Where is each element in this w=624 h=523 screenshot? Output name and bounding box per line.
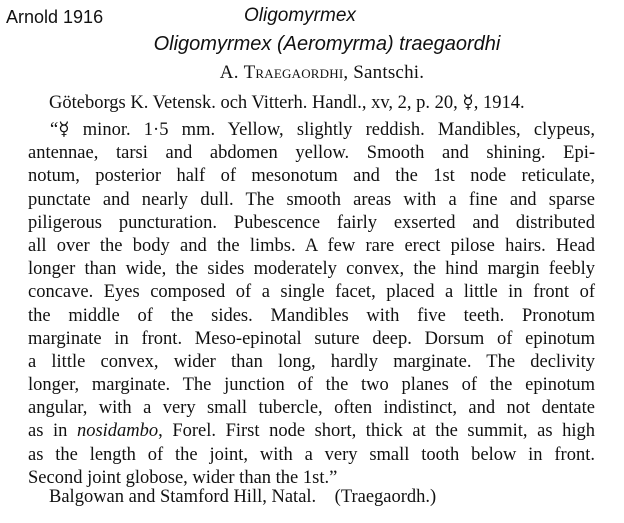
author-year-label: Arnold 1916: [6, 7, 104, 27]
description-line: angular, with a very small tubercle, often indistinct, and not dentate: [28, 398, 595, 419]
heading-prefix: A.: [219, 62, 244, 83]
description-line: a little convex, wider than long, hardly marginate. The declivity: [28, 351, 595, 372]
description-line: antennae, tarsi and abdomen yellow. Smooth and shining. Epi-: [28, 143, 595, 164]
description-line: concave. Eyes composed of a single facet, placed a little in front of: [28, 282, 595, 303]
line-part: as in: [28, 421, 77, 442]
citation-line: Göteborgs K. Vetensk. och Vitterh. Handl., xv, 2, p. 20, ☿, 1914.: [49, 93, 525, 113]
heading-name: Traegaordhi: [243, 62, 344, 83]
genus-title: Oligomyrmex: [244, 5, 356, 26]
description-line: longer than wide, the sides moderately convex, the hind margin feebly: [28, 259, 595, 280]
description-line: marginate in front. Meso-epinotal suture deep. Dorsum of epinotum: [28, 328, 595, 349]
description-line: the middle of the sides. Mandibles with five teeth. Pronotum: [28, 305, 595, 326]
line-part: , Forel. First node short, thick at the summit, as high: [158, 421, 595, 442]
description-line: Second joint globose, wider than the 1st.”: [28, 467, 338, 488]
description-line: “☿ minor. 1·5 mm. Yellow, slightly reddish. Mandibles, clypeus,: [50, 120, 595, 140]
description-line-mixed: [28, 420, 595, 443]
locality-line: Balgowan and Stamford Hill, Natal. (Traegaordh.): [49, 487, 437, 507]
species-heading: [0, 62, 624, 84]
species-title: Oligomyrmex (Aeromyrma) traegaordhi: [153, 33, 501, 55]
description-line: all over the body and the limbs. A few rare erect pilose hairs. Head: [28, 235, 595, 256]
species-reference: nosidambo: [76, 421, 159, 442]
heading-suffix: , Santschi.: [343, 62, 425, 83]
description-block: [28, 119, 595, 490]
description-line: punctate and nearly dull. The smooth areas with a fine and sparse: [28, 189, 595, 210]
description-line: piligerous puncturation. Pubescence fairly exserted and distributed: [28, 212, 595, 233]
description-line: notum, posterior half of mesonotum and the 1st node reticulate,: [28, 166, 595, 187]
description-line: as the length of the joint, with a very small tooth below in front.: [28, 444, 595, 465]
description-line: longer, marginate. The junction of the two planes of the epinotum: [28, 375, 595, 396]
